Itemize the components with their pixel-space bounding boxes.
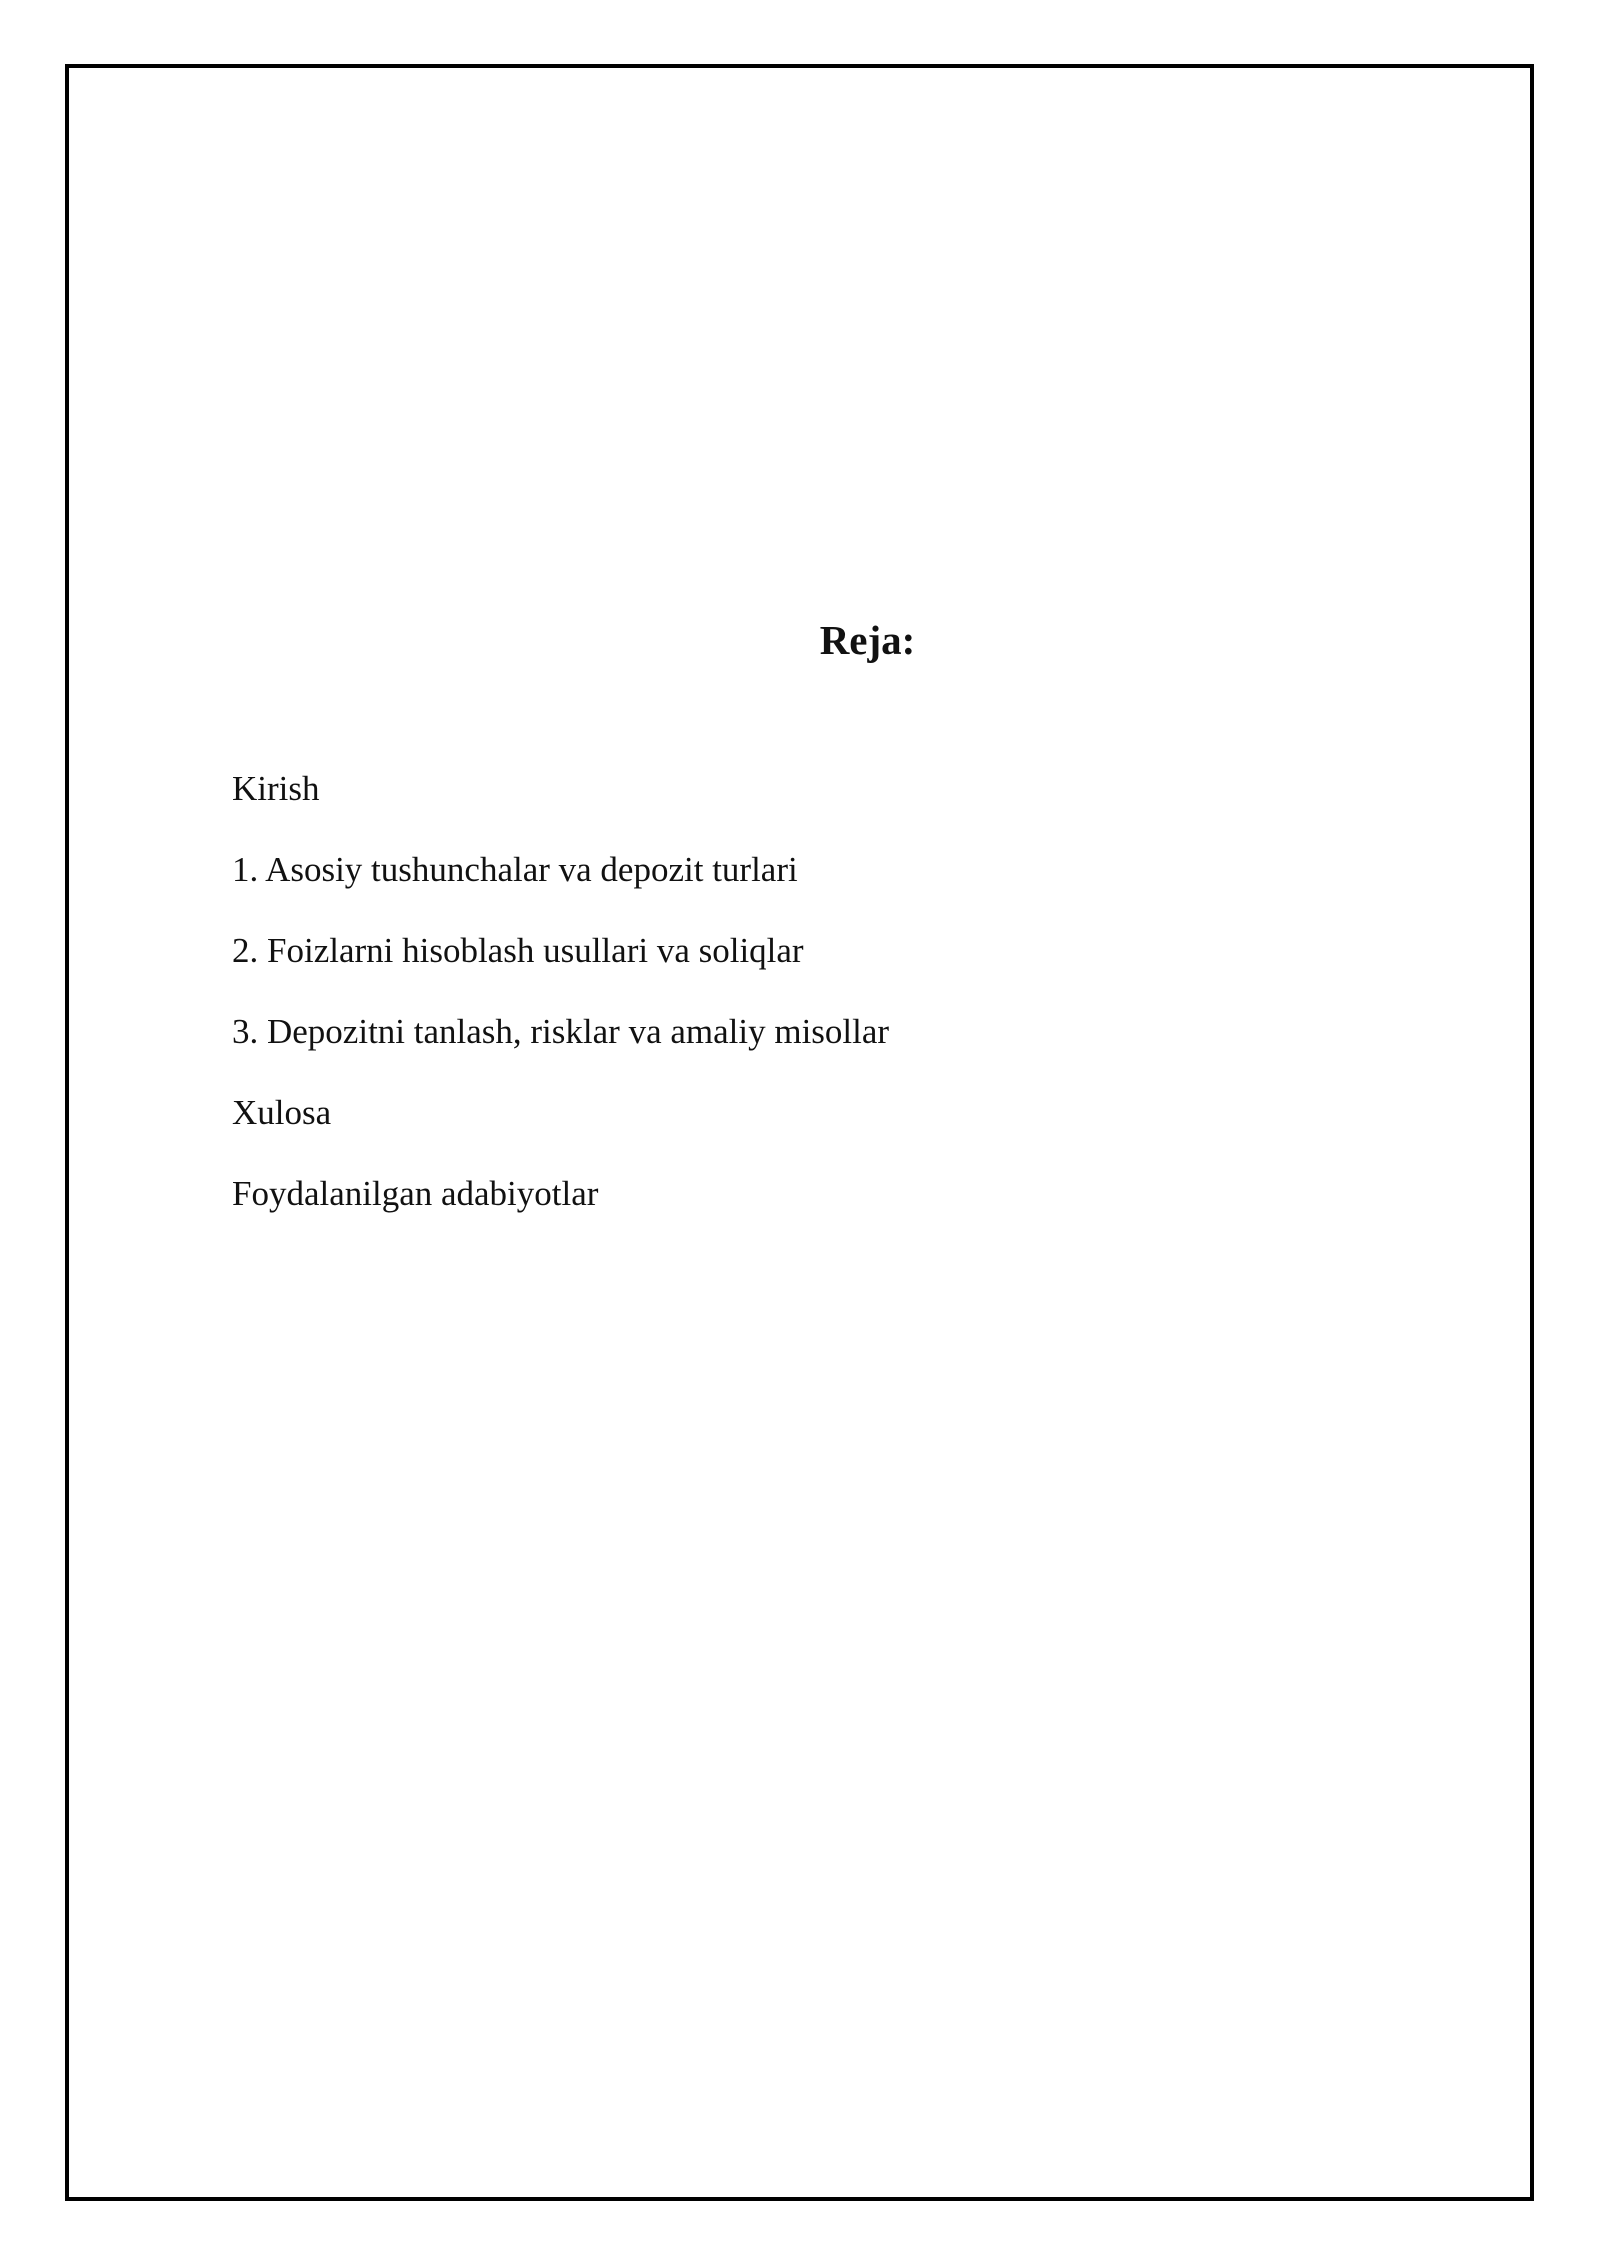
plan-item-references: Foydalanilgan adabiyotlar [232,1174,599,1213]
page-border [65,64,1534,2201]
plan-list [232,767,889,1253]
plan-title: Reja: [819,617,916,663]
plan-item-conclusion: Xulosa [232,1093,332,1132]
plan-item-section-3: 3. Depozitni tanlash, risklar va amaliy misollar [232,1012,890,1051]
plan-item-section-1: 1. Asosiy tushunchalar va depozit turlari [232,850,798,889]
plan-item-section-2: 2. Foizlarni hisoblash usullari va soliqlar [232,931,804,970]
plan-item-introduction: Kirish [232,769,320,808]
